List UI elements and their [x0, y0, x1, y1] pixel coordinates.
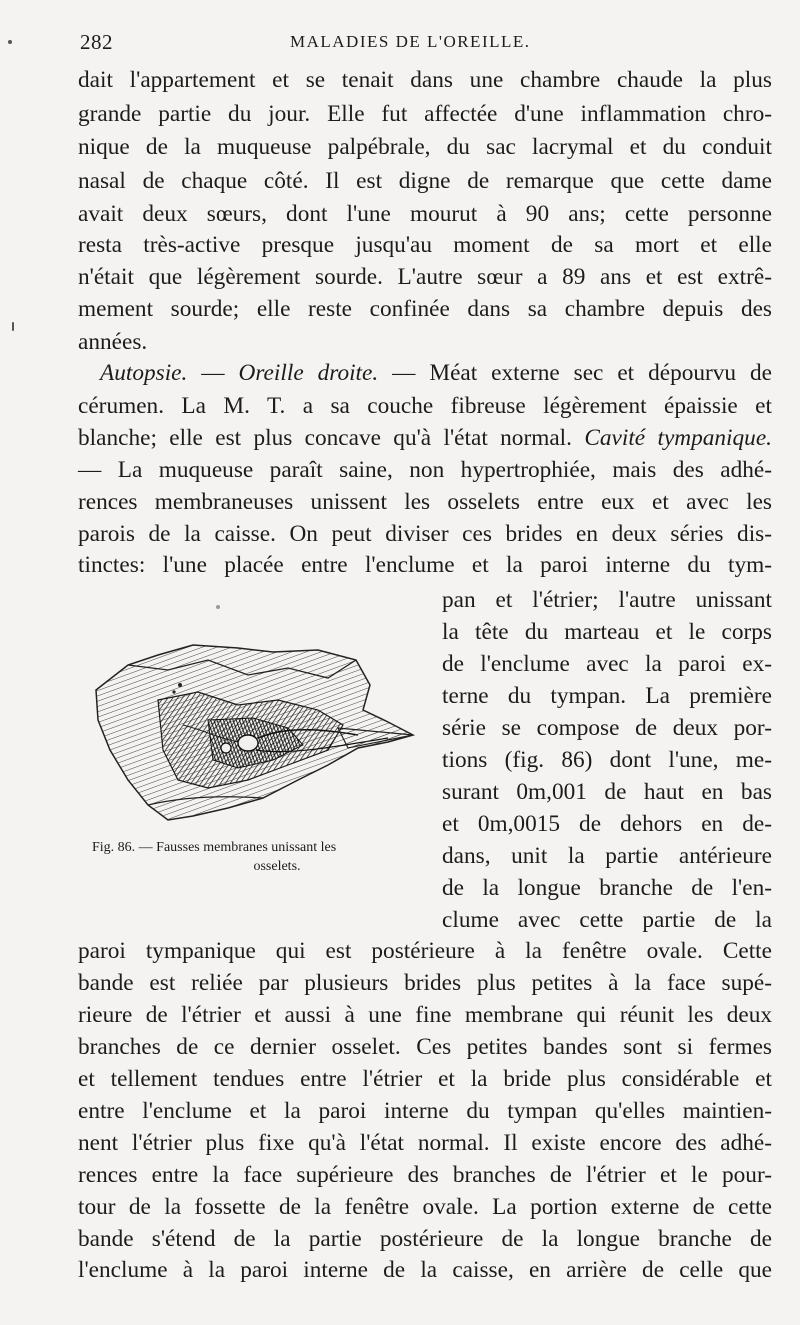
- text-line: et tellement tendues entre l'étrier et la bride plus considérable et: [78, 1066, 772, 1092]
- text-line: nasal de chaque côté. Il est digne de remarque que cette dame: [78, 168, 772, 194]
- autopsy-label: Autopsie.: [100, 360, 188, 386]
- autopsy-line: [100, 358, 772, 388]
- figure-caption-line: Fig. 86. — Fausses membranes unissant les: [92, 840, 337, 855]
- cavite-italic: Cavité tympanique.: [584, 425, 772, 451]
- column-line: et 0m,0015 de dehors en de-: [442, 811, 772, 837]
- page-number: 282: [80, 30, 113, 54]
- text-line: dait l'appartement et se tenait dans une chambre chaude la plus: [78, 67, 772, 93]
- text-line: — La muqueuse paraît saine, non hypertrophiée, mais des adhé-: [78, 457, 772, 483]
- column-line: de l'enclume avec la paroi ex-: [442, 651, 772, 677]
- ossicles-engraving-icon: [88, 630, 428, 830]
- column-line: de la longue branche de l'en-: [442, 875, 772, 901]
- scan-speck: [216, 605, 220, 609]
- text-line: bande est reliée par plusieurs brides plus petites à la face supé-: [78, 970, 772, 996]
- text-line: rences entre la face supérieure des branches de l'étrier et le pour-: [78, 1162, 772, 1188]
- figure-caption: [92, 838, 432, 876]
- text-line: années.: [78, 329, 148, 355]
- scan-speck: [12, 322, 14, 331]
- text-line: avait deux sœurs, dont l'une mourut à 90 ans; cette personne: [78, 201, 772, 227]
- page-header: [80, 30, 770, 60]
- column-line: la tête du marteau et le corps: [442, 619, 772, 645]
- text-line: cérumen. La M. T. a sa couche fibreuse légèrement épaissie et: [78, 393, 772, 419]
- running-title: MALADIES DE L'OREILLE.: [290, 32, 531, 51]
- cavite-text: blanche; elle est plus concave qu'à l'état normal.: [78, 425, 585, 451]
- text-line: resta très-active presque jusqu'au moment de sa mort et elle: [78, 232, 772, 258]
- column-line: dans, unit la partie antérieure: [442, 843, 772, 869]
- text-line: parois de la caisse. On peut diviser ces brides en deux séries dis-: [78, 521, 772, 547]
- column-line: surant 0m,001 de haut en bas: [442, 779, 772, 805]
- scan-speck: [8, 40, 12, 44]
- text-line: n'était que légèrement sourde. L'autre sœur a 89 ans et est extrê-: [78, 264, 772, 290]
- text-line: nique de la muqueuse palpébrale, du sac lacrymal et du conduit: [78, 134, 772, 160]
- text-line: branches de ce dernier osselet. Ces petites bandes sont si fermes: [78, 1034, 772, 1060]
- text-line: paroi tympanique qui est postérieure à la fenêtre ovale. Cette: [78, 938, 772, 964]
- column-line: pan et l'étrier; l'autre unissant: [442, 587, 772, 613]
- text-line: nent l'étrier plus fixe qu'à l'état normal. Il existe encore des adhé-: [78, 1130, 772, 1156]
- text-line: mement sourde; elle reste confinée dans sa chambre depuis des: [78, 296, 772, 322]
- figure-86: [88, 630, 428, 830]
- text-line: entre l'enclume et la paroi interne du tympan qu'elles maintien-: [78, 1098, 772, 1124]
- text-line: tinctes: l'une placée entre l'enclume et la paroi interne du tym-: [78, 552, 772, 578]
- text-line: tour de la fossette de la fenêtre ovale. La portion externe de cette: [78, 1194, 772, 1220]
- figure-caption-line: osselets.: [253, 859, 301, 874]
- autopsy-rest: — Méat externe sec et dépourvu de: [378, 360, 772, 386]
- text-line: rences membraneuses unissent les osselets entre eux et avec les: [78, 489, 772, 515]
- text-line: bande s'étend de la partie postérieure de la longue branche de: [78, 1226, 772, 1252]
- text-line: grande partie du jour. Elle fut affectée d'une inflammation chro-: [78, 101, 772, 127]
- column-line: série se compose de deux por-: [442, 715, 772, 741]
- cavite-line: [78, 423, 772, 453]
- autopsy-subject: Oreille droite.: [238, 360, 379, 386]
- column-line: tions (fig. 86) dont l'une, me-: [442, 747, 772, 773]
- text-line: rieure de l'étrier et aussi à une fine membrane qui réunit les deux: [78, 1002, 772, 1028]
- column-line: terne du tympan. La première: [442, 683, 772, 709]
- autopsy-dash: —: [187, 360, 239, 386]
- column-line: clume avec cette partie de la: [442, 907, 772, 933]
- text-line: l'enclume à la paroi interne de la caisse, en arrière de celle que: [78, 1257, 772, 1283]
